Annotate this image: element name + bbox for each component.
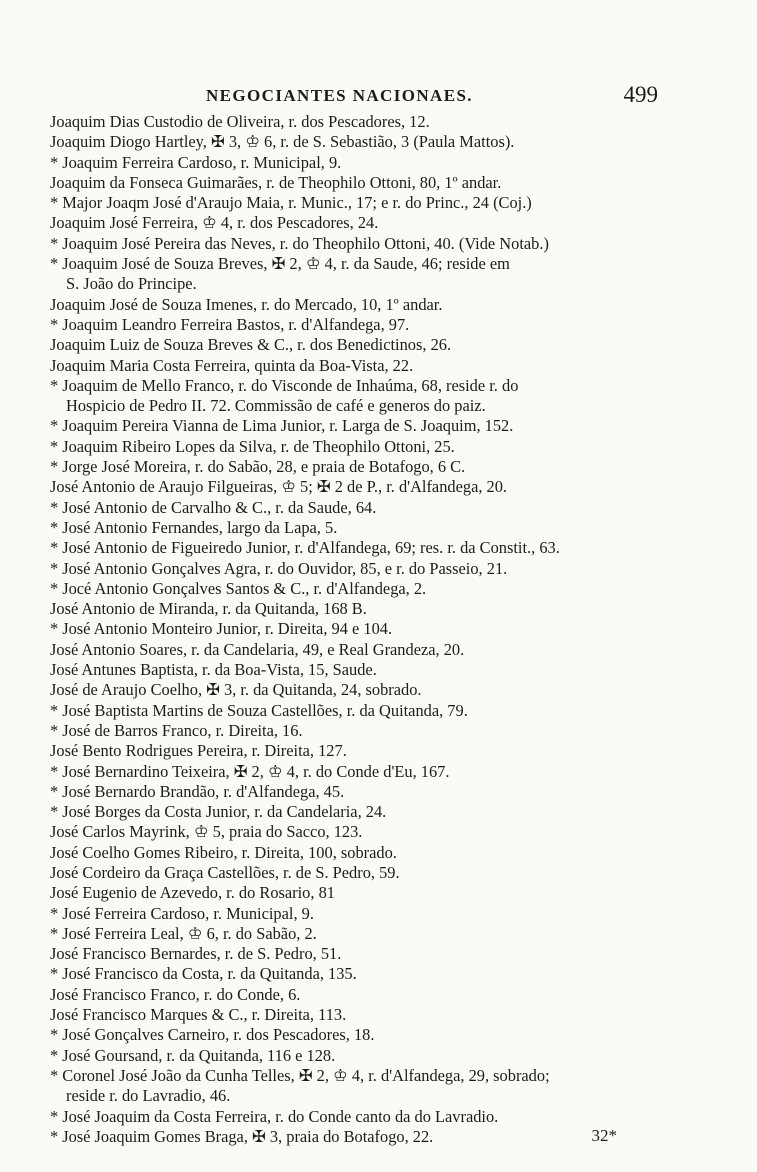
- directory-entry: [50, 1066, 690, 1086]
- directory-entry: [50, 559, 690, 579]
- entry-text: Joaquim da Fonseca Guimarães, r. de Theophilo Ottoni, 80, 1º andar.: [50, 172, 502, 192]
- entry-text: Hospicio de Pedro II. 72. Commissão de café e generos do paiz.: [66, 396, 486, 416]
- directory-entry: [50, 193, 690, 213]
- entry-text: José Gonçalves Carneiro, r. dos Pescadores, 18.: [62, 1025, 375, 1045]
- entry-text: José Joaquim Gomes Braga, ✠ 3, praia do Botafogo, 22.: [62, 1126, 434, 1146]
- entry-text: José Ferreira Leal, ♔ 6, r. do Sabão, 2.: [62, 923, 317, 943]
- entry-text: José Antonio Fernandes, largo da Lapa, 5.: [62, 517, 338, 537]
- entry-text: reside r. do Lavradio, 46.: [66, 1086, 231, 1106]
- directory-entry: [50, 416, 690, 436]
- directory-entry: [50, 822, 690, 842]
- entry-text: José Antonio Gonçalves Agra, r. do Ouvidor, 85, e r. do Passeio, 21.: [62, 558, 508, 578]
- directory-entry: [50, 437, 690, 457]
- entry-text: José Francisco Bernardes, r. de S. Pedro, 51.: [50, 944, 342, 964]
- asterisk-mark: *: [50, 233, 59, 253]
- directory-entry: [50, 741, 690, 761]
- entry-text: Joaquim Ribeiro Lopes da Silva, r. de Theophilo Ottoni, 25.: [62, 436, 455, 456]
- asterisk-mark: *: [50, 497, 59, 517]
- entries-list: [50, 112, 690, 1147]
- directory-entry: [50, 538, 690, 558]
- directory-entry: [50, 1025, 690, 1045]
- entry-text: Jocé Antonio Gonçalves Santos & C., r. d'Alfandega, 2.: [62, 578, 427, 598]
- directory-entry: [50, 335, 690, 355]
- entry-text: Joaquim José de Souza Breves, ✠ 2, ♔ 4, r. da Saude, 46; reside em: [62, 254, 510, 274]
- asterisk-mark: *: [50, 314, 59, 334]
- entry-text: José Francisco Marques & C., r. Direita, 113.: [50, 1005, 347, 1025]
- asterisk-mark: *: [50, 152, 59, 172]
- entry-text: José Carlos Mayrink, ♔ 5, praia do Sacco, 123.: [50, 822, 363, 842]
- directory-entry: [50, 721, 690, 741]
- directory-entry: [50, 457, 690, 477]
- asterisk-mark: *: [50, 517, 59, 537]
- directory-entry: [50, 518, 690, 538]
- entry-text: José Cordeiro da Graça Castellões, r. de S. Pedro, 59.: [50, 862, 400, 882]
- directory-entry: [50, 376, 690, 396]
- entry-text: José Antonio de Araujo Filgueiras, ♔ 5; ✠ 2 de P., r. d'Alfandega, 20.: [50, 477, 508, 497]
- asterisk-mark: *: [50, 1126, 59, 1146]
- directory-entry: [50, 599, 690, 619]
- directory-entry: [50, 1005, 690, 1025]
- entry-text: Joaquim Dias Custodio de Oliveira, r. dos Pescadores, 12.: [50, 112, 430, 131]
- asterisk-mark: *: [50, 1106, 59, 1126]
- asterisk-mark: *: [50, 964, 59, 984]
- directory-entry: [50, 762, 690, 782]
- directory-entry: [50, 883, 690, 903]
- directory-entry: [50, 295, 690, 315]
- asterisk-mark: *: [50, 375, 59, 395]
- asterisk-mark: *: [50, 578, 59, 598]
- entry-text: Joaquim José de Souza Imenes, r. do Mercado, 10, 1º andar.: [50, 294, 443, 314]
- directory-entry: [50, 1107, 690, 1127]
- entry-text: Coronel José João da Cunha Telles, ✠ 2, ♔ 4, r. d'Alfandega, 29, sobrado;: [62, 1065, 550, 1085]
- asterisk-mark: *: [50, 761, 59, 781]
- entry-text: José Baptista Martins de Souza Castellões, r. da Quitanda, 79.: [62, 700, 468, 720]
- directory-entry: [50, 863, 690, 883]
- entry-text: José Bento Rodrigues Pereira, r. Direita, 127.: [50, 741, 347, 761]
- directory-entry: [50, 619, 690, 639]
- entry-text: Jorge José Moreira, r. do Sabão, 28, e praia de Botafogo, 6 C.: [62, 457, 466, 477]
- entry-text: Joaquim Luiz de Souza Breves & C., r. dos Benedictinos, 26.: [50, 335, 452, 355]
- signature-mark: 32*: [591, 1126, 617, 1145]
- directory-entry: [50, 498, 690, 518]
- asterisk-mark: *: [50, 619, 59, 639]
- directory-entry: [50, 701, 690, 721]
- entry-text: S. João do Principe.: [66, 274, 197, 294]
- directory-entry: [50, 843, 690, 863]
- entry-text: Joaquim Diogo Hartley, ✠ 3, ♔ 6, r. de S. Sebastião, 3 (Paula Mattos).: [50, 132, 515, 152]
- entry-text: José Francisco Franco, r. do Conde, 6.: [50, 984, 301, 1004]
- entry-text: Joaquim Leandro Ferreira Bastos, r. d'Alfandega, 97.: [62, 314, 410, 334]
- running-title: NEGOCIANTES NACIONAES.: [206, 86, 473, 105]
- asterisk-mark: *: [50, 700, 59, 720]
- directory-entry: [50, 660, 690, 680]
- entry-text: José Joaquim da Costa Ferreira, r. do Conde canto da do Lavradio.: [62, 1106, 499, 1126]
- entry-text: Joaquim José Ferreira, ♔ 4, r. dos Pescadores, 24.: [50, 213, 379, 233]
- entry-text: José Francisco da Costa, r. da Quitanda, 135.: [62, 964, 357, 984]
- asterisk-mark: *: [50, 1025, 59, 1045]
- entry-text: José Coelho Gomes Ribeiro, r. Direita, 100, sobrado.: [50, 842, 397, 862]
- asterisk-mark: *: [50, 720, 59, 740]
- directory-entry: [50, 274, 690, 294]
- asterisk-mark: *: [50, 903, 59, 923]
- directory-entry: [50, 132, 690, 152]
- asterisk-mark: *: [50, 781, 59, 801]
- asterisk-mark: *: [50, 1045, 59, 1065]
- entry-text: Joaquim Maria Costa Ferreira, quinta da Boa-Vista, 22.: [50, 355, 414, 375]
- entry-text: Joaquim José Pereira das Neves, r. do Theophilo Ottoni, 40. (Vide Notab.): [62, 233, 549, 253]
- entry-text: Joaquim Ferreira Cardoso, r. Municipal, 9.: [62, 152, 342, 172]
- directory-entry: [50, 315, 690, 335]
- asterisk-mark: *: [50, 254, 59, 274]
- entry-text: José Eugenio de Azevedo, r. do Rosario, 81: [50, 883, 335, 903]
- entry-text: José Antonio de Carvalho & C., r. da Saude, 64.: [62, 497, 377, 517]
- directory-entry: [50, 1046, 690, 1066]
- asterisk-mark: *: [50, 416, 59, 436]
- asterisk-mark: *: [50, 193, 59, 213]
- directory-entry: [50, 356, 690, 376]
- entry-text: José Ferreira Cardoso, r. Municipal, 9.: [62, 903, 314, 923]
- asterisk-mark: *: [50, 538, 59, 558]
- directory-entry: [50, 1086, 690, 1106]
- directory-entry: [50, 153, 690, 173]
- directory-entry: [50, 213, 690, 233]
- directory-entry: [50, 234, 690, 254]
- directory-entry: [50, 477, 690, 497]
- entry-text: Major Joaqm José d'Araujo Maia, r. Munic., 17; e r. do Princ., 24 (Coj.): [62, 193, 532, 213]
- directory-entry: [50, 964, 690, 984]
- asterisk-mark: *: [50, 457, 59, 477]
- directory-entry: [50, 640, 690, 660]
- entry-text: José Antonio de Miranda, r. da Quitanda, 168 B.: [50, 599, 367, 619]
- entry-text: José Antonio de Figueiredo Junior, r. d'Alfandega, 69; res. r. da Constit., 63.: [62, 538, 560, 558]
- directory-entry: [50, 396, 690, 416]
- entry-text: José Bernardo Brandão, r. d'Alfandega, 45.: [62, 781, 345, 801]
- entry-text: José Goursand, r. da Quitanda, 116 e 128.: [62, 1045, 336, 1065]
- entry-text: José Antonio Soares, r. da Candelaria, 49, e Real Grandeza, 20.: [50, 639, 465, 659]
- entry-text: Joaquim de Mello Franco, r. do Visconde de Inhaúma, 68, reside r. do: [62, 375, 519, 395]
- entry-text: Joaquim Pereira Vianna de Lima Junior, r. Larga de S. Joaquim, 152.: [62, 416, 514, 436]
- directory-entry: [50, 173, 690, 193]
- directory-entry: [50, 254, 690, 274]
- asterisk-mark: *: [50, 923, 59, 943]
- directory-entry: [50, 680, 690, 700]
- entry-text: José de Araujo Coelho, ✠ 3, r. da Quitanda, 24, sobrado.: [50, 680, 422, 700]
- asterisk-mark: *: [50, 558, 59, 578]
- entry-text: José Borges da Costa Junior, r. da Candelaria, 24.: [62, 802, 387, 822]
- directory-entry: [50, 112, 690, 132]
- entry-text: José de Barros Franco, r. Direita, 16.: [62, 720, 303, 740]
- asterisk-mark: *: [50, 1065, 59, 1085]
- page-header: [200, 82, 700, 112]
- asterisk-mark: *: [50, 436, 59, 456]
- entry-text: José Bernardino Teixeira, ✠ 2, ♔ 4, r. do Conde d'Eu, 167.: [62, 761, 450, 781]
- directory-entry: [50, 985, 690, 1005]
- entry-text: José Antunes Baptista, r. da Boa-Vista, 15, Saude.: [50, 660, 377, 680]
- page-number: 499: [623, 82, 658, 107]
- directory-entry: [50, 579, 690, 599]
- directory-entry: [50, 904, 690, 924]
- entry-text: José Antonio Monteiro Junior, r. Direita, 94 e 104.: [62, 619, 393, 639]
- directory-entry: [50, 924, 690, 944]
- directory-entry: [50, 802, 690, 822]
- directory-entry: [50, 782, 690, 802]
- asterisk-mark: *: [50, 802, 59, 822]
- directory-entry: [50, 944, 690, 964]
